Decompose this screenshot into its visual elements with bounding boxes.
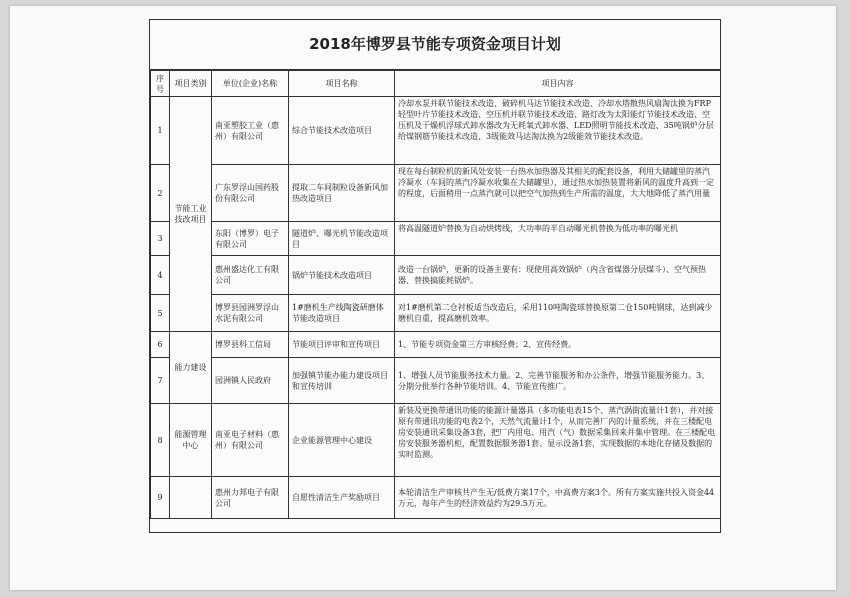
row-content: 对1#磨机第二仓衬板适当改造后，采用110吨陶瓷球替换原第二仓150吨钢球，达到减少磨机自重，提高磨机效率。 xyxy=(395,295,721,332)
row-content: 1、节能专项资金第三方审核经费；2、宣传经费。 xyxy=(395,332,721,358)
row-unit: 东阳（博罗）电子有限公司 xyxy=(212,222,289,256)
row-content: 将高温隧道炉替换为自动烘烤线，大功率的半自动曝光机替换为低功率的曝光机 xyxy=(395,222,721,256)
row-unit: 博罗县科工信局 xyxy=(212,332,289,358)
category-capacity: 能力建设 xyxy=(170,332,212,404)
row-no: 7 xyxy=(151,358,170,404)
table-row xyxy=(151,97,721,165)
header-no: 序号 xyxy=(151,71,170,97)
row-no: 9 xyxy=(151,477,170,519)
row-content: 新装及更换带通讯功能的能源计量器具（多功能电表15个、蒸汽涡街流量计1套），并对接原有带通讯功能的电表2个，天然气流量计1个，从而完善厂内的计量系统，并在三楼配电房安装通讯采集设备3套，把厂内用电、用汽（气）数据采集回来并集中管理。在三楼配电房安装服务器机柜，配置数据服务器1套、显示设备1套，实现数据的本地化存储及数据的实时监测。 xyxy=(395,404,721,477)
row-unit: 南亚电子材料（惠州）有限公司 xyxy=(212,404,289,477)
table-row xyxy=(151,165,721,222)
row-project: 节能项目评审和宣传项目 xyxy=(289,332,395,358)
row-project: 企业能源管理中心建设 xyxy=(289,404,395,477)
row-content: 现在每台制粒机的新风处安装一台热水加热器及其相关的配套设备，利用大储罐里的蒸汽冷凝水（车间的蒸汽冷凝水收集在大储罐里），通过热水加热装置将新风的温度升高到一定的程度，后面稍用一点蒸汽就可以把空气加热到生产所需的温度，大大地降低了蒸汽用量 xyxy=(395,165,721,222)
row-content: 改造一台锅炉，更新的设备主要有：现使用高效锅炉（内含省煤器分层煤斗）、空气预热器、替换搞能耗锅炉。 xyxy=(395,256,721,295)
row-no: 6 xyxy=(151,332,170,358)
row-unit: 惠州力邦电子有限公司 xyxy=(212,477,289,519)
row-no: 3 xyxy=(151,222,170,256)
category-energy-center: 能源管理中心 xyxy=(170,404,212,477)
row-project: 锅炉节能技术改造项目 xyxy=(289,256,395,295)
table-row xyxy=(151,332,721,358)
table-row xyxy=(151,404,721,477)
row-unit: 南亚塑胶工业（惠州）有限公司 xyxy=(212,97,289,165)
row-unit: 广东罗浮山国药股份有限公司 xyxy=(212,165,289,222)
row-project: 1#磨机生产线陶瓷研磨体节能改造项目 xyxy=(289,295,395,332)
header-project: 项目名称 xyxy=(289,71,395,97)
row-no: 8 xyxy=(151,404,170,477)
row-no: 4 xyxy=(151,256,170,295)
table-row xyxy=(151,222,721,256)
table-row xyxy=(151,477,721,519)
table-row xyxy=(151,256,721,295)
project-table xyxy=(150,70,721,519)
row-project: 加强镇节能办能力建设项目和宣传培训 xyxy=(289,358,395,404)
plan-sheet xyxy=(149,19,721,533)
table-row xyxy=(151,358,721,404)
header-content: 项目内容 xyxy=(395,71,721,97)
row-project: 隧道炉、曝光机节能改造项目 xyxy=(289,222,395,256)
header-row xyxy=(151,71,721,97)
document-title: 2018年博罗县节能专项资金项目计划 xyxy=(150,20,720,70)
row-project: 自愿性清洁生产奖励项目 xyxy=(289,477,395,519)
category-industry: 节能工业技改项目 xyxy=(170,97,212,332)
table-row xyxy=(151,295,721,332)
row-content: 冷却水泵并联节能技术改造、破碎机马达节能技术改造、冷却水塔散热风扇淘汰换为FRP轻型叶片节能技术改造、空压机并联节能技术改造、路灯改为太阳能灯节能技术改造、空压机及干燥机浮球式卸水器改为无耗氧式卸水器、LED照明节能技术改造、35吨锅炉分层给煤钢筋节能技术改造、3级能效马达淘汰换为2级能效节能技术改造。 xyxy=(395,97,721,165)
row-project: 提取二车间制粒设备新风加热改造项目 xyxy=(289,165,395,222)
header-category: 项目类别 xyxy=(170,71,212,97)
row-no: 2 xyxy=(151,165,170,222)
row-no: 1 xyxy=(151,97,170,165)
category-empty xyxy=(170,477,212,519)
paper-page xyxy=(10,6,836,590)
row-unit: 园洲镇人民政府 xyxy=(212,358,289,404)
row-content: 1、增强人员节能服务技术力量。2、完善节能服务和办公条件，增强节能服务能力。3、分期分批举行各种节能培训。4、节能宣传推广。 xyxy=(395,358,721,404)
header-unit: 单位(企业)名称 xyxy=(212,71,289,97)
row-content: 本轮清洁生产审核共产生无/低费方案17个，中高费方案3个。所有方案实施共投入资金44万元，每年产生的经济效益约为29.5万元。 xyxy=(395,477,721,519)
row-project: 综合节能技术改造项目 xyxy=(289,97,395,165)
row-no: 5 xyxy=(151,295,170,332)
row-unit: 博罗县园洲罗浮山水泥有限公司 xyxy=(212,295,289,332)
row-unit: 惠州盛达化工有限公司 xyxy=(212,256,289,295)
